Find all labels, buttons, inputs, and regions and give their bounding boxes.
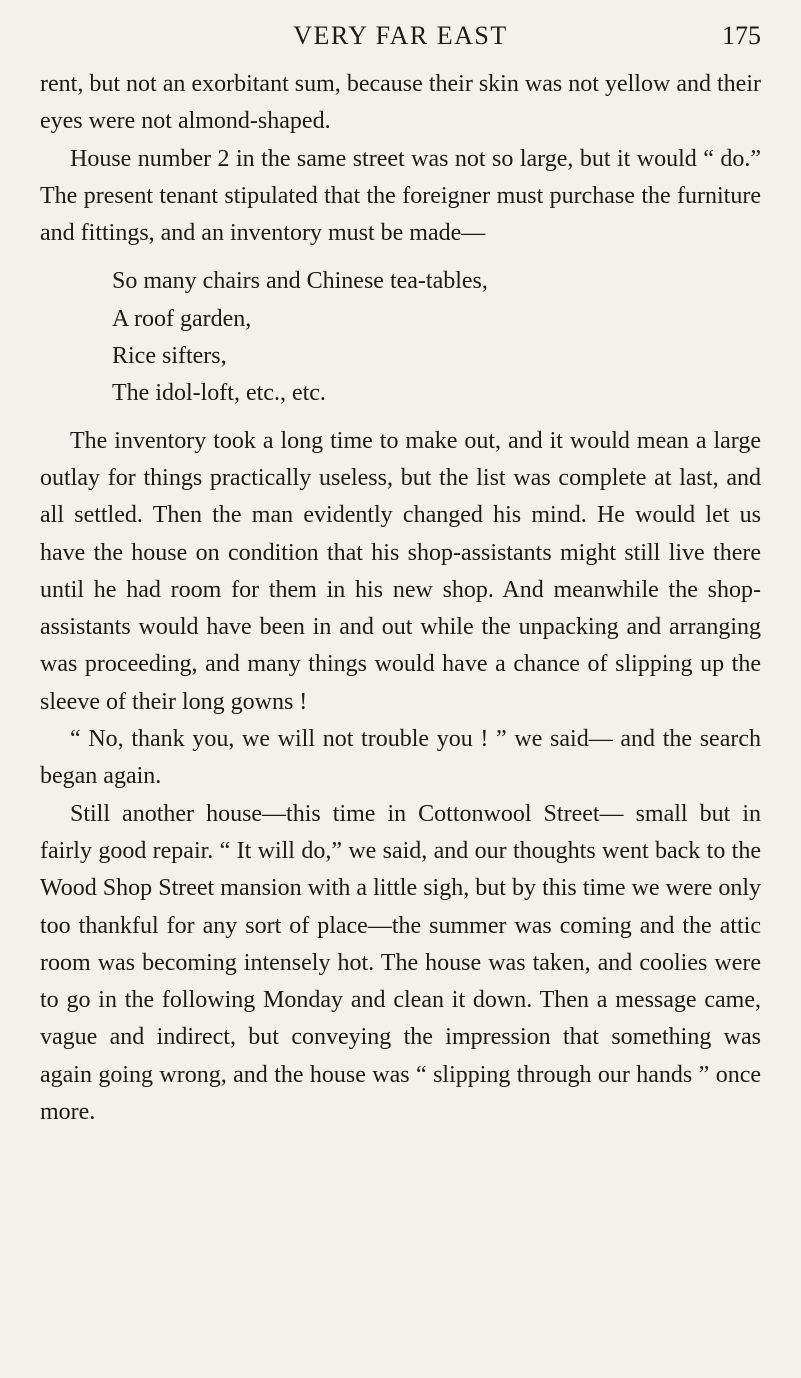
inventory-item: So many chairs and Chinese tea-tables,	[112, 268, 488, 295]
paragraph-house-number-2: House number 2 in the same street was not so large, but it would “ do.” The present tenant stipulated that the foreigner must purchase the furniture and fittings, and an inventory must be made—	[40, 145, 761, 247]
paragraph-inventory: The inventory took a long time to make out, and it would mean a large outlay for things practically useless, but the list was complete at last, and all settled. Then the man evidently changed his mind. He would let us have the house on condition that his shop-assistants might still live there until he had room for them in his new shop. And meanwhile the shop-assistants would have been in and out while the unpacking and arranging was proceeding, and many things would have a chance of slipping up the sleeve of their long gowns !	[40, 427, 761, 715]
inventory-item: A roof garden,	[112, 305, 252, 332]
body-text	[40, 66, 761, 1131]
inventory-list	[112, 263, 761, 412]
paragraph-no-thank-you: “ No, thank you, we will not trouble you ! ” we said— and the search began again.	[40, 726, 761, 790]
page-number: 175	[722, 21, 761, 50]
running-head	[40, 16, 761, 56]
inventory-item: The idol-loft, etc., etc.	[112, 380, 326, 407]
paragraph-continuation: rent, but not an exorbitant sum, because their skin was not yellow and their eyes were not almond-shaped.	[40, 71, 761, 135]
paragraph-cottonwool-street: Still another house—this time in Cottonwool Street— small but in fairly good repair. “ It will do,” we said, and our thoughts went back to the Wood Shop Street mansion with a little sigh, but by this time we were only too thankful for any sort of place—the summer was coming and the attic room was becoming intensely hot. The house was taken, and coolies were to go in the following Monday and clean it down. Then a message came, vague and indirect, but conveying the impression that something was again going wrong, and the house was “ slipping through our hands ” once more.	[40, 800, 761, 1126]
inventory-item: Rice sifters,	[112, 343, 227, 370]
running-title: VERY FAR EAST	[293, 21, 508, 50]
